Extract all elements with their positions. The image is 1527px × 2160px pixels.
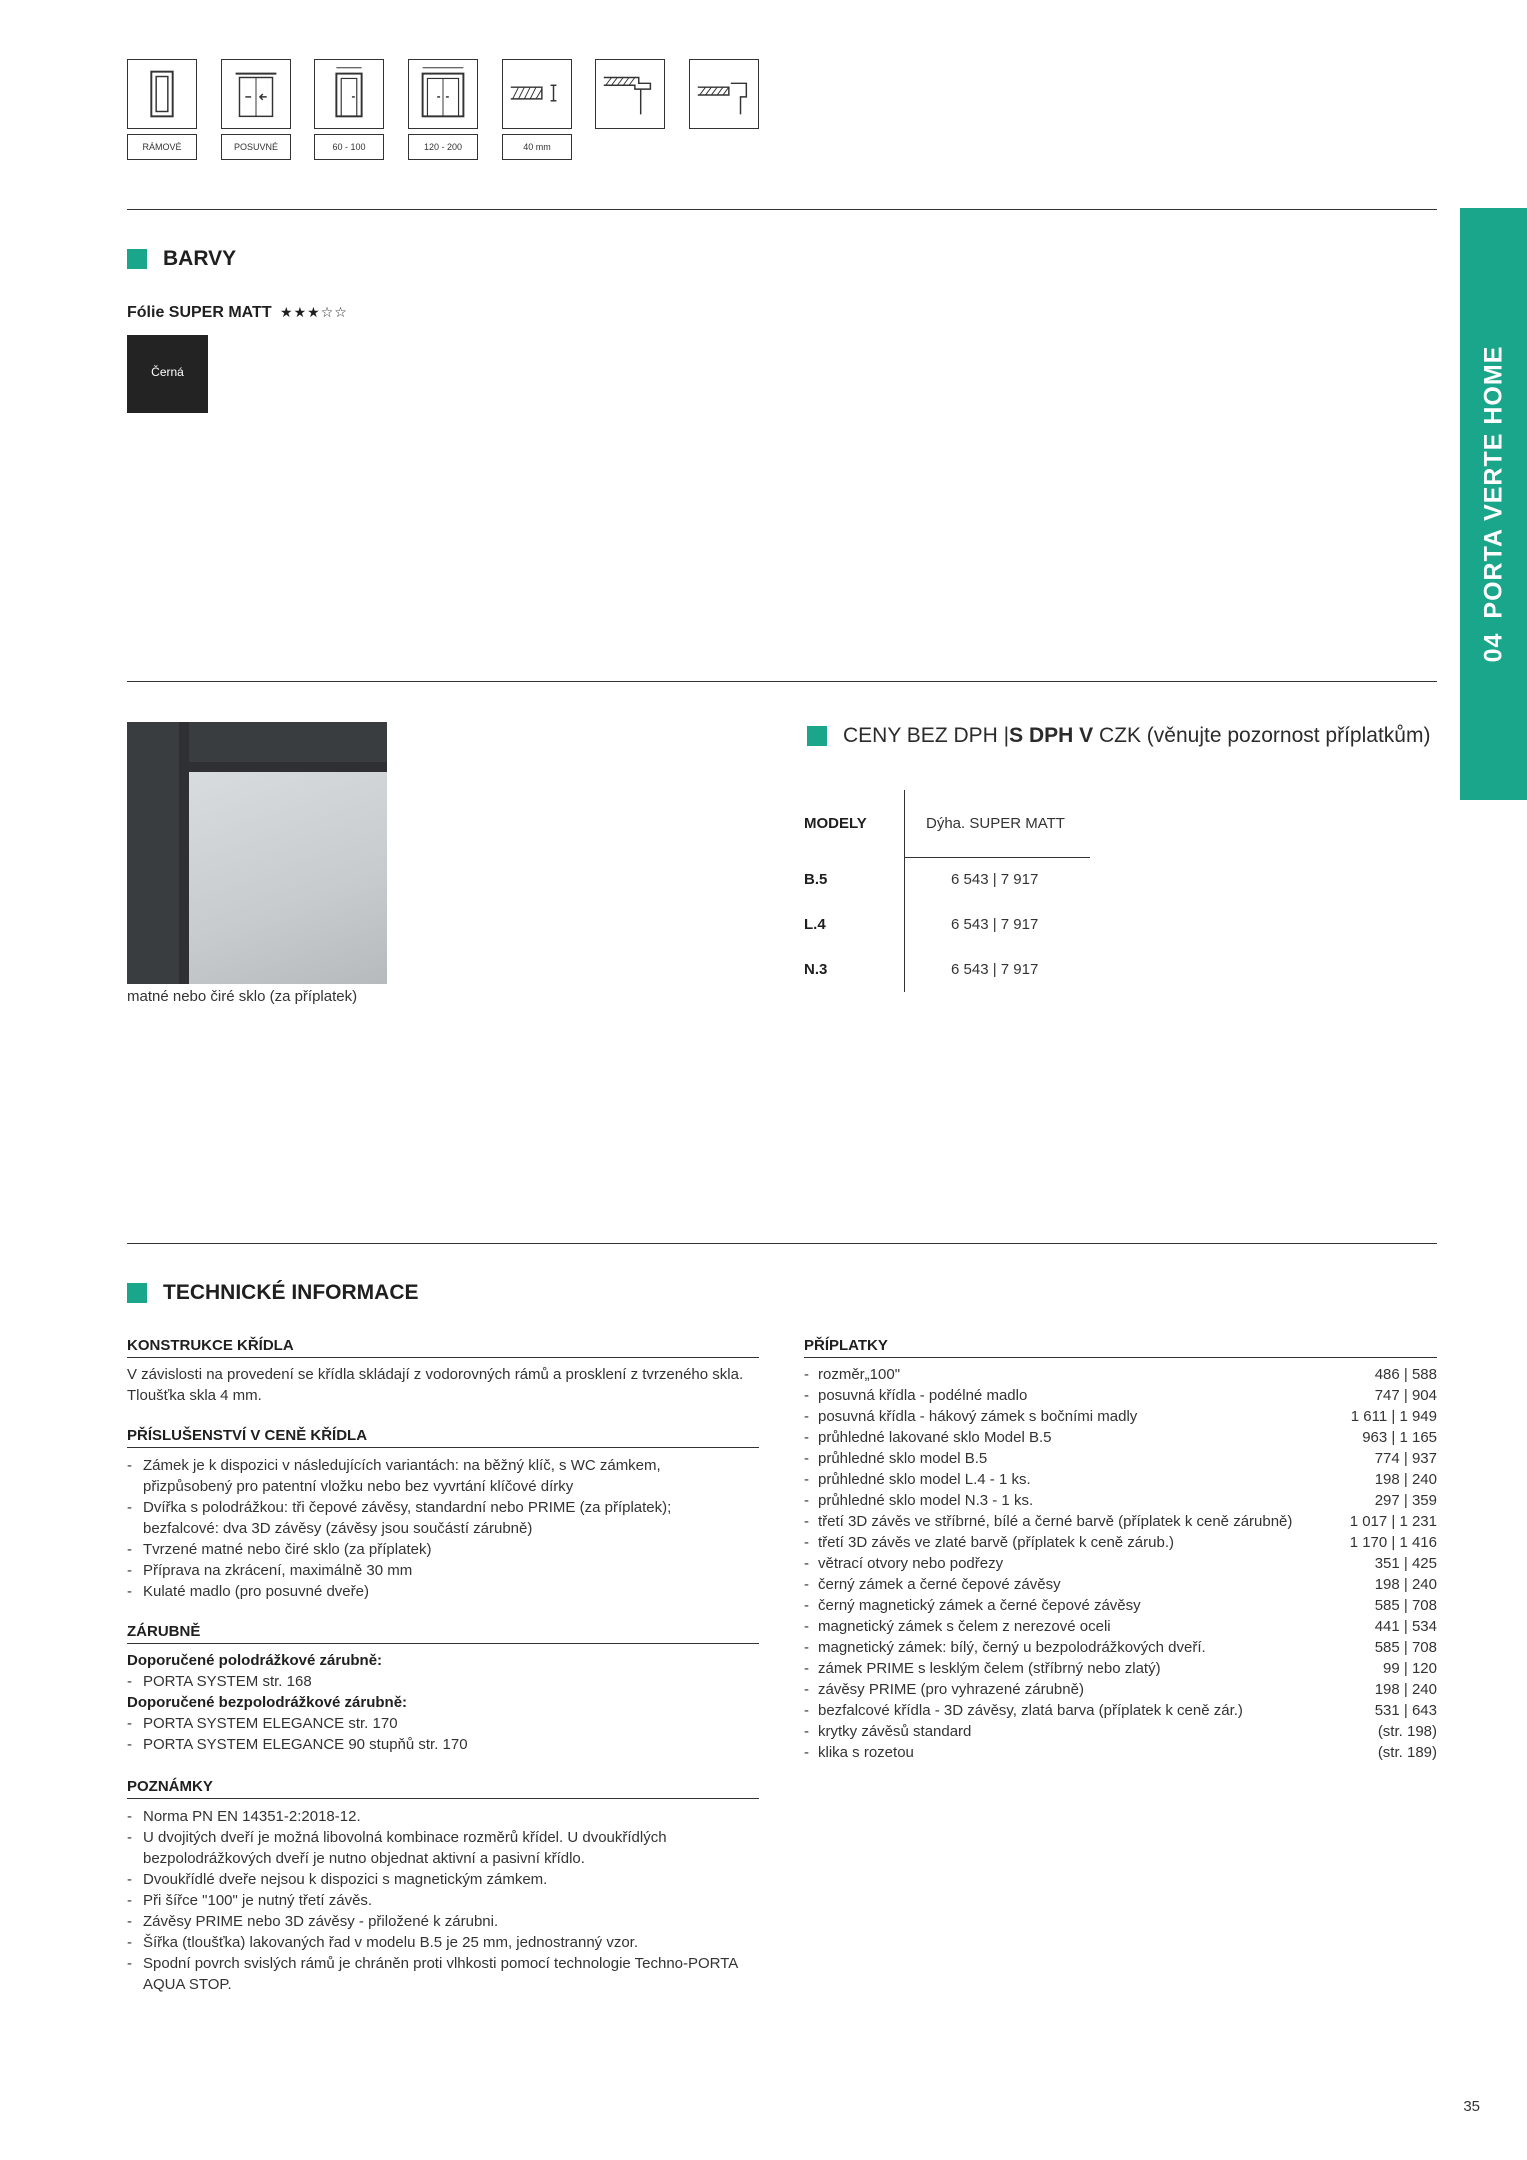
surcharge-row (804, 1679, 1437, 1700)
surcharge-price: 486 | 588 (1374, 1366, 1437, 1383)
chapter-title: PORTA VERTE HOME (1479, 345, 1507, 619)
surcharge-price: 198 | 240 (1374, 1681, 1437, 1698)
price-n3: 6 543 | 7 917 (951, 961, 1039, 978)
frames-block (127, 1650, 747, 1755)
surcharge-price: (str. 198) (1377, 1723, 1437, 1740)
surcharge-row (804, 1700, 1437, 1721)
surcharge-label: - magnetický zámek s čelem z nerezové oceli (804, 1616, 1111, 1637)
surcharge-row (804, 1616, 1437, 1637)
surcharge-label: - zámek PRIME s lesklým čelem (stříbrný nebo zlatý) (804, 1658, 1161, 1679)
glass-caption: matné nebo čiré sklo (za příplatek) (127, 988, 358, 1005)
door-thickness-icon (502, 59, 572, 129)
surcharge-label: - průhledné sklo model N.3 - 1 ks. (804, 1490, 1033, 1511)
surcharge-row (804, 1721, 1437, 1742)
surcharge-row (804, 1637, 1437, 1658)
prices-title-bold: S DPH V (1009, 724, 1094, 747)
table-hline (904, 857, 1090, 858)
icon-label-double-width: 120 - 200 (408, 134, 478, 160)
surcharge-row (804, 1406, 1437, 1427)
section-marker-icon (807, 726, 827, 746)
surcharge-label: - průhledné lakované sklo Model B.5 (804, 1427, 1051, 1448)
construction-heading: KONSTRUKCE KŘÍDLA (127, 1337, 759, 1358)
single-door-width-icon (314, 59, 384, 129)
section-marker-icon (127, 249, 147, 269)
notes-list (127, 1806, 747, 1995)
frame-rec-rebated: Doporučené polodrážkové zárubně: (127, 1652, 383, 1669)
surcharge-price: 963 | 1 165 (1362, 1429, 1437, 1446)
accessories-list (127, 1455, 747, 1602)
prices-title-rest: CZK (věnujte pozornost příplatkům) (1093, 724, 1431, 747)
prices-title-plain: CENY BEZ DPH | (843, 724, 1010, 747)
list-item: - Při šířce "100" je nutný třetí závěs. (127, 1890, 747, 1911)
swatch-label: Černá (151, 365, 184, 379)
divider (127, 681, 1437, 682)
surcharge-row (804, 1448, 1437, 1469)
surcharge-label: - klika s rozetou (804, 1742, 914, 1763)
surcharge-row (804, 1385, 1437, 1406)
frame-rec-flush-list (127, 1713, 747, 1755)
model-l4: L.4 (804, 916, 826, 933)
foil-label-row (127, 304, 348, 322)
tech-section-title (127, 1281, 419, 1305)
surcharge-label: - černý zámek a černé čepové závěsy (804, 1574, 1061, 1595)
price-l4: 6 543 | 7 917 (951, 916, 1039, 933)
surcharge-row (804, 1532, 1437, 1553)
page-number: 35 (1463, 2098, 1480, 2115)
surcharges-heading: PŘÍPLATKY (804, 1337, 1437, 1358)
surcharge-label: - průhledné sklo model B.5 (804, 1448, 987, 1469)
surcharge-row (804, 1490, 1437, 1511)
surcharge-price: 1 611 | 1 949 (1350, 1408, 1437, 1425)
surcharge-label: - bezfalcové křídla - 3D závěsy, zlatá barva (příplatek k ceně zár.) (804, 1700, 1243, 1721)
colors-heading: BARVY (163, 247, 237, 270)
list-item: - Šířka (tloušťka) lakovaných řad v modelu B.5 je 25 mm, jednostranný vzor. (127, 1932, 747, 1953)
sliding-door-icon (221, 59, 291, 129)
surcharge-row (804, 1511, 1437, 1532)
surcharge-price: 774 | 937 (1374, 1450, 1437, 1467)
divider (127, 209, 1437, 210)
surcharge-row (804, 1595, 1437, 1616)
surcharge-label: - krytky závěsů standard (804, 1721, 971, 1742)
surcharge-price: 1 170 | 1 416 (1349, 1534, 1437, 1551)
glass-pane (189, 772, 387, 984)
surcharge-label: - posuvná křídla - podélné madlo (804, 1385, 1027, 1406)
surcharge-label: - černý magnetický zámek a černé čepové závěsy (804, 1595, 1141, 1616)
surcharge-row (804, 1469, 1437, 1490)
surcharge-price: 1 017 | 1 231 (1349, 1513, 1437, 1530)
surcharge-price: 198 | 240 (1374, 1471, 1437, 1488)
list-item: - PORTA SYSTEM str. 168 (127, 1671, 747, 1692)
list-item: - Norma PN EN 14351-2:2018-12. (127, 1806, 747, 1827)
notes-heading: POZNÁMKY (127, 1778, 759, 1799)
table-vline (904, 790, 905, 992)
rating-stars: ★★★☆☆ (280, 304, 348, 320)
surcharge-price: 531 | 643 (1374, 1702, 1437, 1719)
divider (127, 1243, 1437, 1244)
icon-label-single-width: 60 - 100 (314, 134, 384, 160)
surcharge-label: - rozměr„100" (804, 1364, 900, 1385)
list-item: - Zámek je k dispozici v následujících variantách: na běžný klíč, s WC zámkem, přizpůsobený pro patentní vložku nebo bez vyvrtání klíčové dírky (127, 1455, 747, 1497)
col-models: MODELY (804, 815, 867, 832)
glass-sample-image (127, 722, 387, 984)
list-item: - PORTA SYSTEM ELEGANCE 90 stupňů str. 170 (127, 1734, 747, 1755)
surcharge-label: - magnetický zámek: bílý, černý u bezpolodrážkových dveří. (804, 1637, 1206, 1658)
surcharge-price: 351 | 425 (1374, 1555, 1437, 1572)
double-door-width-icon (408, 59, 478, 129)
chapter-number: 04 (1479, 632, 1507, 663)
frame-rec-rebated-list (127, 1671, 747, 1692)
icon-label-thickness: 40 mm (502, 134, 572, 160)
list-item: - Závěsy PRIME nebo 3D závěsy - přiložené k zárubni. (127, 1911, 747, 1932)
surcharge-row (804, 1742, 1437, 1763)
surcharge-label: - třetí 3D závěs ve zlaté barvě (příplatek k ceně zárub.) (804, 1532, 1174, 1553)
color-swatch-black[interactable] (127, 335, 208, 413)
surcharge-row (804, 1427, 1437, 1448)
col-veneer: Dýha. SUPER MATT (926, 815, 1065, 832)
surcharge-row (804, 1574, 1437, 1595)
list-item: - Kulaté madlo (pro posuvné dveře) (127, 1581, 747, 1602)
surcharge-label: - posuvná křídla - hákový zámek s bočními madly (804, 1406, 1137, 1427)
surcharge-row (804, 1658, 1437, 1679)
colors-section-title (127, 247, 236, 271)
section-marker-icon (127, 1283, 147, 1303)
surcharge-price: 99 | 120 (1383, 1660, 1437, 1677)
list-item: - PORTA SYSTEM ELEGANCE str. 170 (127, 1713, 747, 1734)
list-item: - Tvrzené matné nebo čiré sklo (za příplatek) (127, 1539, 747, 1560)
surcharge-price: 297 | 359 (1374, 1492, 1437, 1509)
list-item: - Spodní povrch svislých rámů je chráněn proti vlhkosti pomocí technologie Techno-PORTA AQUA STOP. (127, 1953, 747, 1995)
model-b5: B.5 (804, 871, 828, 888)
accessories-heading: PŘÍSLUŠENSTVÍ V CENĚ KŘÍDLA (127, 1427, 759, 1448)
surcharge-label: - třetí 3D závěs ve stříbrné, bílé a černé barvě (příplatek k ceně zárubně) (804, 1511, 1292, 1532)
surcharge-label: - průhledné sklo model L.4 - 1 ks. (804, 1469, 1031, 1490)
surcharges-list (804, 1364, 1437, 1763)
prices-heading (807, 724, 1430, 748)
list-item: - U dvojitých dveří je možná libovolná kombinace rozměrů křídel. U dvoukřídlých bezpolodrážkových dveří je nutno objednat aktivní a pasivní křídlo. (127, 1827, 747, 1869)
surcharge-price: 585 | 708 (1374, 1639, 1437, 1656)
surcharge-row (804, 1364, 1437, 1385)
construction-text: V závislosti na provedení se křídla skládají z vodorovných rámů a prosklení z tvrzeného skla. Tloušťka skla 4 mm. (127, 1366, 744, 1404)
surcharge-label: - závěsy PRIME (pro vyhrazené zárubně) (804, 1679, 1084, 1700)
surcharge-price: 585 | 708 (1374, 1597, 1437, 1614)
frames-heading: ZÁRUBNĚ (127, 1623, 759, 1644)
icon-label-sliding: POSUVNÉ (221, 134, 291, 160)
icon-label-frame: RÁMOVÉ (127, 134, 197, 160)
frame-top (179, 762, 387, 772)
surcharge-row (804, 1553, 1437, 1574)
tech-heading: TECHNICKÉ INFORMACE (163, 1281, 419, 1304)
list-item: - Příprava na zkrácení, maximálně 30 mm (127, 1560, 747, 1581)
model-n3: N.3 (804, 961, 828, 978)
surcharge-price: 747 | 904 (1374, 1387, 1437, 1404)
chapter-tab (1460, 208, 1527, 800)
flush-edge-icon (689, 59, 759, 129)
rebated-edge-icon (595, 59, 665, 129)
price-b5: 6 543 | 7 917 (951, 871, 1039, 888)
surcharge-price: 198 | 240 (1374, 1576, 1437, 1593)
surcharge-price: 441 | 534 (1374, 1618, 1437, 1635)
surcharge-label: - větrací otvory nebo podřezy (804, 1553, 1003, 1574)
list-item: - Dvířka s polodrážkou: tři čepové závěsy, standardní nebo PRIME (za příplatek); bezfalcové: dva 3D závěsy (závěsy jsou součástí zárubně) (127, 1497, 747, 1539)
surcharge-price: (str. 189) (1377, 1744, 1437, 1761)
frame-rec-flush: Doporučené bezpolodrážkové zárubně: (127, 1694, 408, 1711)
list-item: - Dvoukřídlé dveře nejsou k dispozici s magnetickým zámkem. (127, 1869, 747, 1890)
foil-label: Fólie SUPER MATT (127, 304, 272, 321)
frame-door-icon (127, 59, 197, 129)
